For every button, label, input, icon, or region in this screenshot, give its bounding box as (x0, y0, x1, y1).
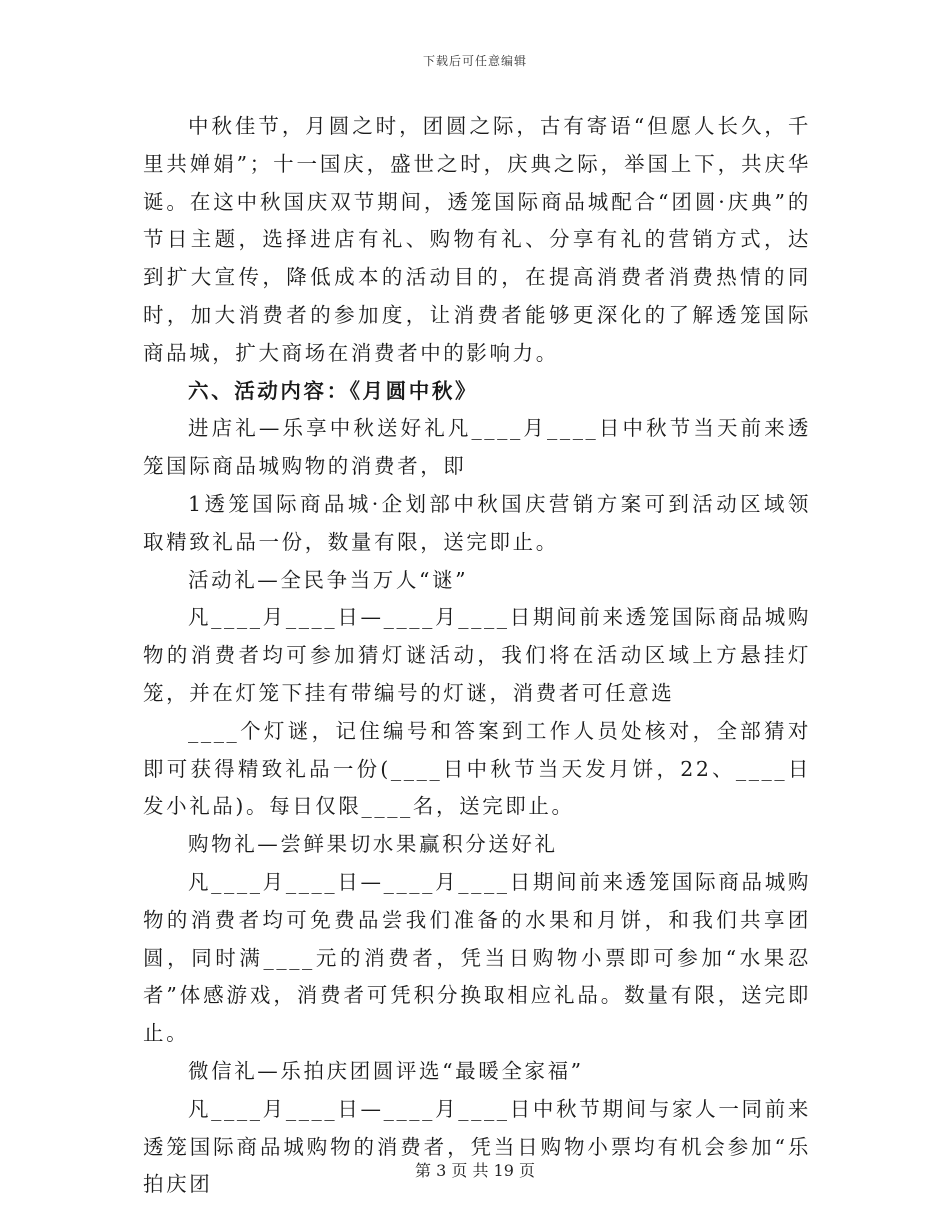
paragraph: 微信礼—乐拍庆团圆评选“最暖全家福” (188, 1058, 584, 1083)
page-header: 下载后可任意编辑 (422, 54, 527, 68)
paragraph: ____个灯谜，记住编号和答案到工作人员处核对，全部猜对即可获得精致礼品一份(____日中秋节当天发月饼，22、____日发小礼品)。每日仅限____名，送完即止。 (143, 718, 811, 819)
section-heading: 六、活动内容：《月圆中秋》 (188, 378, 479, 403)
paragraph: 中秋佳节，月圆之时，团圆之际，古有寄语“但愿人长久，千里共婵娟”；十一国庆，盛世之时，庆典之际，举国上下，共庆华诞。在这中秋国庆双节期间，透笼国际商品城配合“团圆·庆典”的节日主题，选择进店有礼、购物有礼、分享有礼的营销方式，达到扩大宣传，降低成本的活动目的，在提高消费者消费热情的同时，加大消费者的参加度，让消费者能够更深化的了解透笼国际商品城，扩大商场在消费者中的影响力。 (143, 114, 811, 365)
paragraph: 进店礼—乐享中秋送好礼凡____月____日中秋节当天前来透笼国际商品城购物的消费者，即 (143, 416, 811, 479)
paragraph: 购物礼—尝鲜果切水果赢积分送好礼 (188, 832, 558, 857)
paragraph: 凡____月____日—____月____日期间前来透笼国际商品城购物的消费者均可免费品尝我们准备的水果和月饼，和我们共享团圆，同时满____元的消费者，凭当日购物小票即可参加“水果忍者”体感游戏，消费者可凭积分换取相应礼品。数量有限，送完即止。 (143, 869, 811, 1046)
paragraph: 凡____月____日—____月____日中秋节期间与家人一同前来透笼国际商品城购物的消费者，凭当日购物小票均有机会参加“乐拍庆团 (143, 1096, 811, 1197)
page-number: 第 3 页 共 19 页 (415, 1161, 535, 1180)
paragraph: 凡____月____日—____月____日期间前来透笼国际商品城购物的消费者均可参加猜灯谜活动，我们将在活动区域上方悬挂灯笼，并在灯笼下挂有带编号的灯谜，消费者可任意选 (143, 605, 811, 705)
paragraph: 活动礼—全民争当万人“谜” (188, 567, 469, 592)
paragraph: 1透笼国际商品城·企划部中秋国庆营销方案可到活动区域领取精致礼品一份，数量有限，送完即止。 (143, 491, 811, 554)
document-body (143, 108, 811, 1204)
